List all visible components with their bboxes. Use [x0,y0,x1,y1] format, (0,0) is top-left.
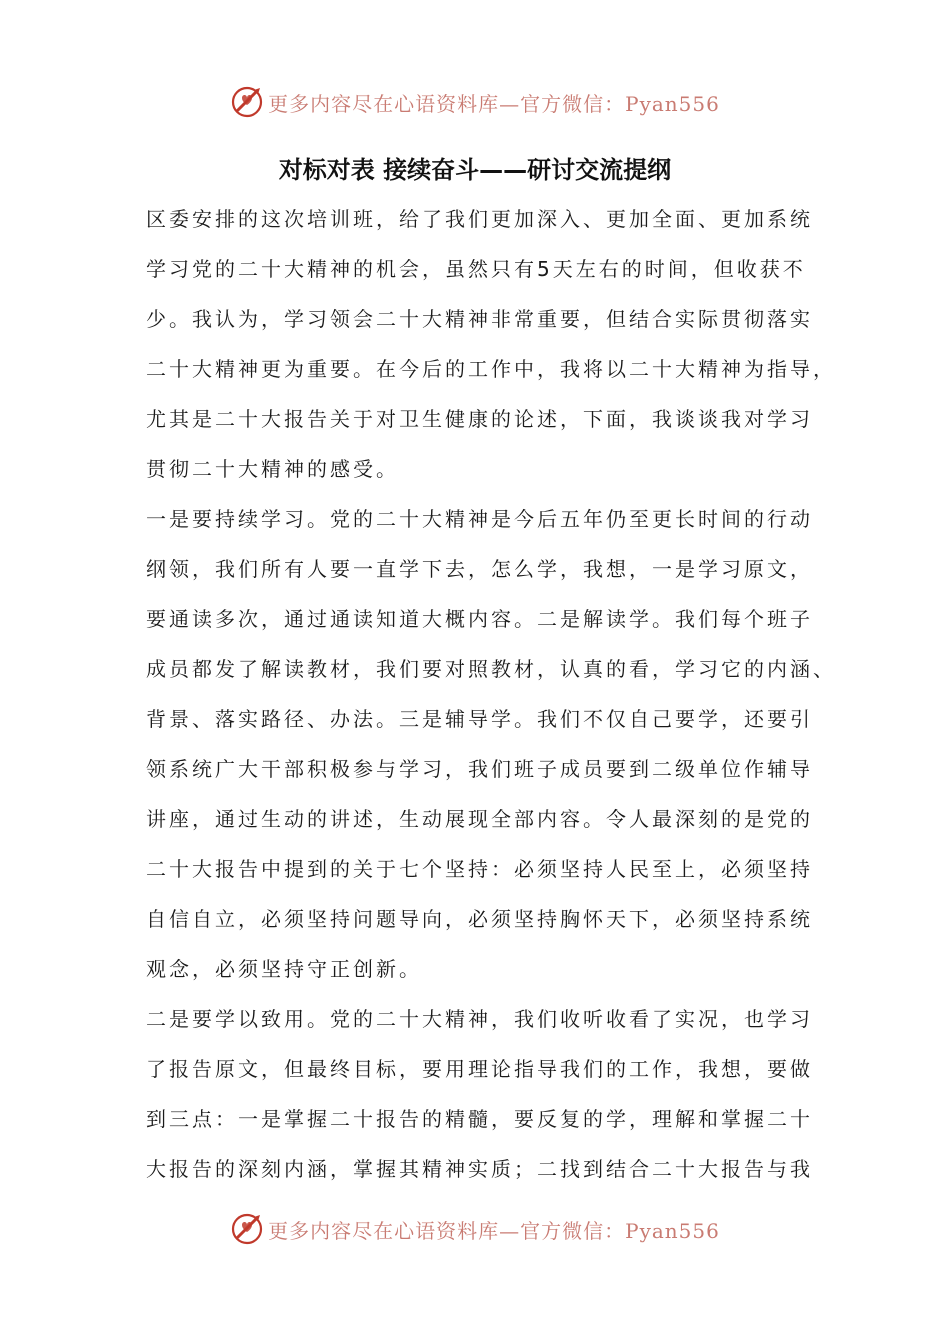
document-body [146,194,836,1194]
header-watermark-banner [0,82,950,122]
body-line: 成员都发了解读教材，我们要对照教材，认真的看，学习它的内涵、 [146,657,836,681]
body-line: 二十大报告中提到的关于七个坚持：必须坚持人民至上，必须坚持 [146,857,813,881]
body-line: 少。我认为，学习领会二十大精神非常重要，但结合实际贯彻落实 [146,307,813,331]
footer-watermark-banner [0,1209,950,1249]
body-line: 二是要学以致用。党的二十大精神，我们收听收看了实况，也学习 [146,1007,813,1031]
body-line: 要通读多次，通过通读知道大概内容。二是解读学。我们每个班子 [146,607,813,631]
body-line: 了报告原文，但最终目标，要用理论指导我们的工作，我想，要做 [146,1057,813,1081]
body-line: 背景、落实路径、办法。三是辅导学。我们不仅自己要学，还要引 [146,707,813,731]
body-line: 二十大精神更为重要。在今后的工作中，我将以二十大精神为指导， [146,357,836,381]
pen-heart-logo-icon [230,1211,266,1247]
body-line: 一是要持续学习。党的二十大精神是今后五年仍至更长时间的行动 [146,507,813,531]
header-watermark-text: 更多内容尽在心语资料库—官方微信：Pyan556 [268,91,720,116]
body-line: 区委安排的这次培训班，给了我们更加深入、更加全面、更加系统 [146,207,813,231]
body-line: 学习党的二十大精神的机会，虽然只有5天左右的时间，但收获不 [146,257,806,281]
body-line: 领系统广大干部积极参与学习，我们班子成员要到二级单位作辅导 [146,757,813,781]
body-line: 尤其是二十大报告关于对卫生健康的论述，下面，我谈谈我对学习 [146,407,813,431]
pen-heart-logo-icon [230,84,266,120]
body-line: 大报告的深刻内涵，掌握其精神实质；二找到结合二十大报告与我 [146,1157,813,1181]
body-line: 到三点：一是掌握二十报告的精髓，要反复的学，理解和掌握二十 [146,1107,813,1131]
body-line: 自信自立，必须坚持问题导向，必须坚持胸怀天下，必须坚持系统 [146,907,813,931]
body-line: 贯彻二十大精神的感受。 [146,457,399,481]
body-line: 纲领，我们所有人要一直学下去，怎么学，我想，一是学习原文， [146,557,813,581]
document-title: 对标对表 接续奋斗——研讨交流提纲 [278,156,672,184]
body-line: 讲座，通过生动的讲述，生动展现全部内容。令人最深刻的是党的 [146,807,813,831]
footer-watermark-text: 更多内容尽在心语资料库—官方微信：Pyan556 [268,1218,720,1243]
body-line: 观念，必须坚持守正创新。 [146,957,422,981]
